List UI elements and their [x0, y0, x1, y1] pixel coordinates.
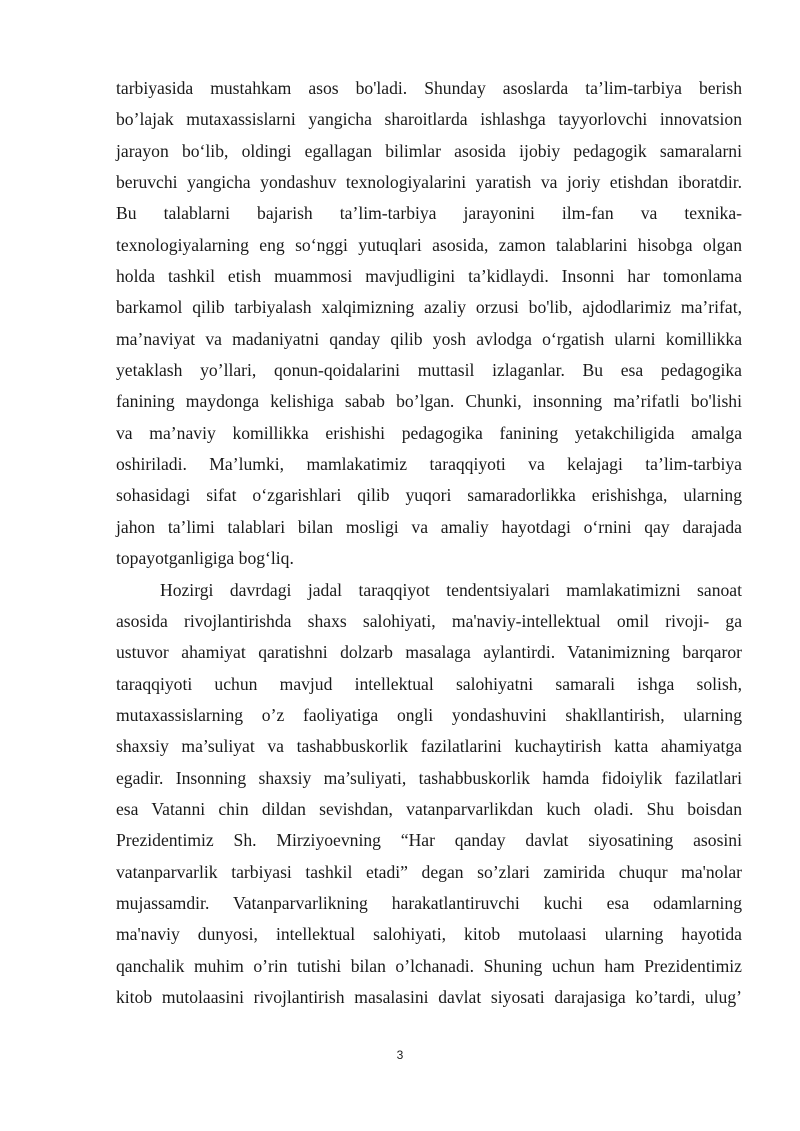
text-line: va ma’naviy komillikka erishishi pedagogika fanining yetakchiligida amalga [116, 422, 742, 443]
paragraph-2 [116, 575, 742, 1014]
text-line: vatanparvarlik tarbiyasi tashkil etadi” degan so’zlari zamirida chuqur ma'nolar [116, 861, 742, 882]
text-line: sohasidagi sifat o‘zgarishlari qilib yuqori samaradorlikka erishishga, ularning [116, 485, 742, 506]
text-line: oshiriladi. Ma’lumki, mamlakatimiz taraqqiyoti va kelajagi ta’lim-tarbiya [116, 454, 742, 475]
body-text [116, 73, 742, 1013]
text-line: yetaklash yo’llari, qonun-qoidalarini muttasil izlaganlar. Bu esa pedagogika [116, 360, 742, 381]
text-line: topayotganligiga bog‘liq. [116, 548, 294, 569]
text-line: texnologiyalarning eng so‘nggi yutuqlari asosida, zamon talablarini hisobga olgan [116, 234, 742, 255]
text-line: jahon ta’limi talablari bilan mosligi va amaliy hayotdagi o‘rnini qay darajada [116, 516, 742, 537]
text-line: Bu talablarni bajarish ta’lim-tarbiya jarayonini ilm-fan va texnika- [116, 203, 742, 224]
text-line: fanining maydonga kelishiga sabab bo’lgan. Chunki, insonning ma’rifatli bo'lishi [116, 391, 742, 412]
text-line: bo’lajak mutaxassislarni yangicha sharoitlarda ishlashga tayyorlovchi innovatsion [116, 109, 742, 130]
text-line: tarbiyasida mustahkam asos bo'ladi. Shunday asoslarda ta’lim-tarbiya berish [116, 78, 742, 98]
text-line: ma’naviyat va madaniyatni qanday qilib yosh avlodga o‘rgatish ularni komillikka [116, 328, 742, 349]
text-line: esa Vatanni chin dildan sevishdan, vatanparvarlikdan kuch oladi. Shu boisdan [116, 798, 742, 819]
text-line: Prezidentimiz Sh. Mirziyoevning “Har qanday davlat siyosatining asosini [116, 830, 742, 851]
text-line: ma'naviy dunyosi, intellektual salohiyati, kitob mutolaasi ularning hayotida [116, 924, 742, 945]
text-line: egadir. Insonning shaxsiy ma’suliyati, tashabbuskorlik hamda fidoiylik fazilatlari [116, 767, 742, 788]
text-line: jarayon bo‘lib, oldingi egallagan bilimlar asosida ijobiy pedagogik samaralarni [116, 140, 742, 161]
text-line: barkamol qilib tarbiyalash xalqimizning azaliy orzusi bo'lib, ajdodlarimiz ma’rifat, [116, 297, 742, 318]
text-line: mutaxassislarning o’z faoliyatiga ongli yondashuvini shakllantirish, ularning [116, 704, 742, 725]
text-line: asosida rivojlantirishda shaxs salohiyati, ma'naviy-intellektual omil rivoji- ga [116, 610, 742, 631]
text-line: ustuvor ahamiyat qaratishni dolzarb masalaga aylantirdi. Vatanimizning barqaror [116, 642, 742, 663]
text-line: holda tashkil etish muammosi mavjudligini ta’kidlaydi. Insonni har tomonlama [116, 266, 742, 287]
text-line: shaxsiy ma’suliyat va tashabbuskorlik fazilatlarini kuchaytirish katta ahamiyatga [116, 736, 742, 757]
text-line: qanchalik muhim o’rin tutishi bilan o’lchanadi. Shuning uchun ham Prezidentimiz [116, 955, 742, 976]
text-line: taraqqiyoti uchun mavjud intellektual salohiyatni samarali ishga solish, [116, 673, 742, 694]
text-line: Hozirgi davrdagi jadal taraqqiyot tendentsiyalari mamlakatimizni sanoat [160, 579, 742, 600]
text-line: beruvchi yangicha yondashuv texnologiyalarini yaratish va joriy etishdan iboratdir. [116, 172, 742, 193]
page-number: 3 [396, 1048, 404, 1062]
paragraph-1 [116, 73, 742, 575]
text-line: kitob mutolaasini rivojlantirish masalasini davlat siyosati darajasiga ko’tardi, ulug’ [116, 986, 742, 1007]
text-line: mujassamdir. Vatanparvarlikning harakatlantiruvchi kuchi esa odamlarning [116, 892, 742, 913]
